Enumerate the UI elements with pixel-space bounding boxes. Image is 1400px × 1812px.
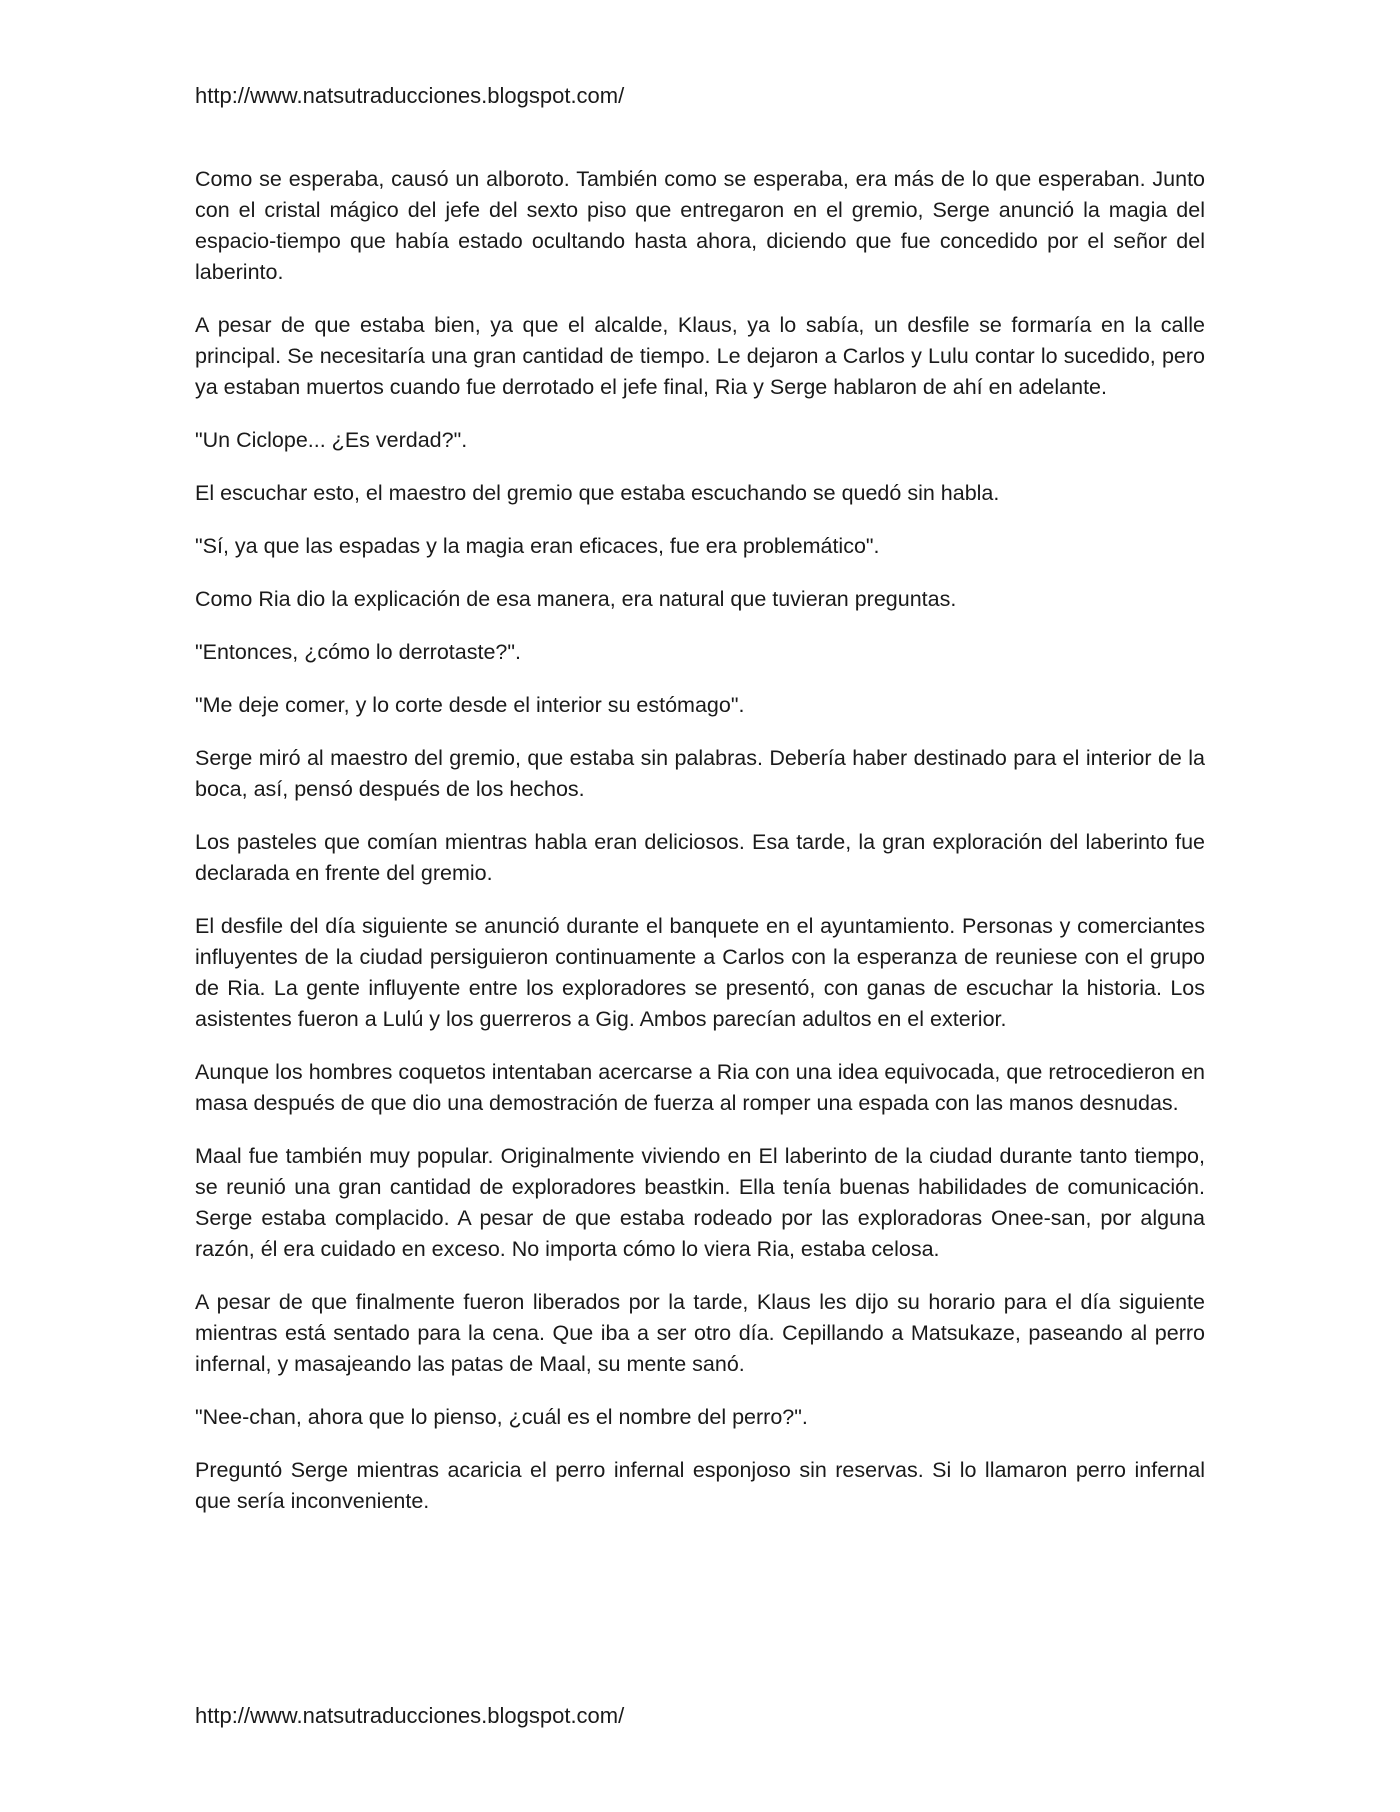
- paragraph: Serge miró al maestro del gremio, que estaba sin palabras. Debería haber destinado para el interior de la boca, así, pensó después de los hechos.: [195, 746, 1205, 801]
- paragraph: "Sí, ya que las espadas y la magia eran eficaces, fue era problemático".: [195, 534, 880, 558]
- paragraph: Como Ria dio la explicación de esa manera, era natural que tuvieran preguntas.: [195, 587, 957, 611]
- paragraph: Maal fue también muy popular. Originalmente viviendo en El laberinto de la ciudad durante tanto tiempo, se reunió una gran cantidad de exploradores beastkin. Ella tenía buenas habilidades de comunicación. Serge estaba complacido. A pesar de que estaba rodeado por las exploradoras Onee-san, por alguna razón, él era cuidado en exceso. No importa cómo lo viera Ria, estaba celosa.: [195, 1144, 1205, 1261]
- paragraph: "Me deje comer, y lo corte desde el interior su estómago".: [195, 693, 745, 717]
- paragraph: "Nee-chan, ahora que lo pienso, ¿cuál es el nombre del perro?".: [195, 1405, 808, 1429]
- paragraph: El desfile del día siguiente se anunció durante el banquete en el ayuntamiento. Personas y comerciantes influyentes de la ciudad persiguieron continuamente a Carlos con la esperanza de reuniese con el grupo de Ria. La gente influyente entre los exploradores se presentó, con ganas de escuchar la historia. Los asistentes fueron a Lulú y los guerreros a Gig. Ambos parecían adultos en el exterior.: [195, 914, 1205, 1031]
- paragraph: A pesar de que finalmente fueron liberados por la tarde, Klaus les dijo su horario para el día siguiente mientras está sentado para la cena. Que iba a ser otro día. Cepillando a Matsukaze, paseando al perro infernal, y masajeando las patas de Maal, su mente sanó.: [195, 1290, 1205, 1376]
- paragraph: El escuchar esto, el maestro del gremio que estaba escuchando se quedó sin habla.: [195, 481, 1000, 505]
- paragraph: Como se esperaba, causó un alboroto. También como se esperaba, era más de lo que esperaban. Junto con el cristal mágico del jefe del sexto piso que entregaron en el gremio, Serge anunció la magia del espacio-tiempo que había estado ocultando hasta ahora, diciendo que fue concedido por el señor del laberinto.: [195, 167, 1205, 284]
- header-url: http://www.natsutraducciones.blogspot.com/: [195, 83, 625, 108]
- paragraph: A pesar de que estaba bien, ya que el alcalde, Klaus, ya lo sabía, un desfile se formaría en la calle principal. Se necesitaría una gran cantidad de tiempo. Le dejaron a Carlos y Lulu contar lo sucedido, pero ya estaban muertos cuando fue derrotado el jefe final, Ria y Serge hablaron de ahí en adelante.: [195, 313, 1205, 399]
- paragraph: "Un Ciclope... ¿Es verdad?".: [195, 428, 468, 452]
- paragraph: "Entonces, ¿cómo lo derrotaste?".: [195, 640, 521, 664]
- body-text: [195, 164, 1205, 1539]
- paragraph: Los pasteles que comían mientras habla eran deliciosos. Esa tarde, la gran exploración del laberinto fue declarada en frente del gremio.: [195, 830, 1205, 885]
- footer-url: http://www.natsutraducciones.blogspot.com/: [195, 1703, 625, 1728]
- paragraph: Aunque los hombres coquetos intentaban acercarse a Ria con una idea equivocada, que retrocedieron en masa después de que dio una demostración de fuerza al romper una espada con las manos desnudas.: [195, 1060, 1205, 1115]
- paragraph: Preguntó Serge mientras acaricia el perro infernal esponjoso sin reservas. Si lo llamaron perro infernal que sería inconveniente.: [195, 1458, 1205, 1513]
